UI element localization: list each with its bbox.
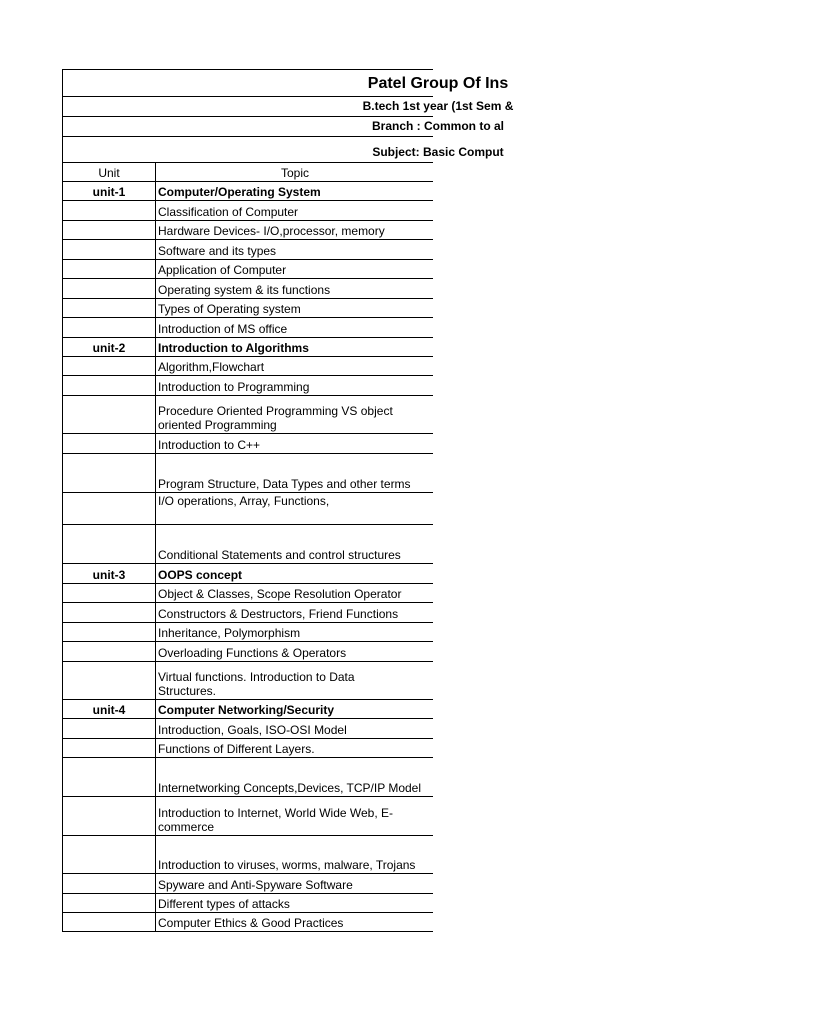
- unit-cell: [63, 299, 156, 317]
- table-row: [62, 739, 433, 758]
- table-row: [62, 279, 433, 299]
- topic-cell: Procedure Oriented Programming VS object oriented Programming: [158, 404, 393, 432]
- topic-cell: Functions of Different Layers.: [158, 742, 315, 756]
- unit-cell: [63, 357, 156, 375]
- table-row: [62, 642, 433, 662]
- table-row: [62, 584, 433, 603]
- table-row: [62, 603, 433, 623]
- column-header-row: [62, 163, 433, 182]
- table-row: [62, 318, 433, 338]
- table-row: [62, 874, 433, 894]
- table-row: [62, 836, 433, 874]
- topic-cell: Internetworking Concepts,Devices, TCP/IP Model: [158, 781, 422, 795]
- table-row: [62, 493, 433, 525]
- topic-cell: Classification of Computer: [158, 205, 299, 219]
- unit-cell: [63, 662, 156, 699]
- topic-cell: Different types of attacks: [158, 897, 290, 911]
- table-row: [62, 376, 433, 396]
- table-row: [62, 396, 433, 434]
- topic-cell: Introduction to Algorithms: [158, 341, 309, 355]
- unit-cell: [63, 201, 156, 220]
- unit-cell: [63, 894, 156, 912]
- topic-cell: Inheritance, Polymorphism: [158, 626, 301, 640]
- unit-cell: [63, 836, 156, 873]
- table-row: [62, 662, 433, 700]
- table-row: [62, 454, 433, 493]
- topic-cell: Application of Computer: [158, 263, 287, 277]
- topic-cell: Introduction to viruses, worms, malware, Trojans: [158, 858, 416, 872]
- topic-cell: I/O operations, Array, Functions,: [158, 494, 330, 508]
- unit-cell: [63, 221, 156, 239]
- topic-cell: Types of Operating system: [158, 302, 301, 316]
- unit-column-header: Unit: [63, 163, 156, 181]
- table-row: [62, 797, 433, 836]
- topic-cell: Virtual functions. Introduction to Data Structures.: [158, 670, 355, 698]
- table-row: [62, 700, 433, 719]
- topic-cell: Constructors & Destructors, Friend Functions: [158, 607, 399, 621]
- unit-cell: [63, 454, 156, 492]
- table-row: [62, 894, 433, 913]
- table-row: [62, 434, 433, 454]
- subject-row: [62, 137, 504, 163]
- branch-line: Branch : Common to al: [371, 119, 504, 133]
- unit-cell: unit-2: [63, 338, 156, 356]
- topic-cell: Introduction to Internet, World Wide Web, E-commerce: [158, 806, 393, 834]
- subject-line: Subject: Basic Comput: [372, 145, 504, 159]
- topic-cell: Computer Ethics & Good Practices: [158, 916, 344, 930]
- table-row: [62, 260, 433, 279]
- table-row: [62, 221, 433, 240]
- topic-cell: Introduction, Goals, ISO-OSI Model: [158, 723, 347, 737]
- topic-cell: Hardware Devices- I/O,processor, memory: [158, 224, 385, 238]
- unit-cell: [63, 623, 156, 641]
- table-row: [62, 913, 433, 932]
- unit-cell: [63, 396, 156, 433]
- unit-cell: [63, 603, 156, 622]
- table-row: [62, 525, 433, 564]
- unit-cell: [63, 797, 156, 835]
- unit-cell: [63, 874, 156, 893]
- topic-cell: Program Structure, Data Types and other terms: [158, 477, 411, 491]
- table-row: [62, 357, 433, 376]
- year-line: B.tech 1st year (1st Sem &: [362, 99, 514, 113]
- topic-cell: Algorithm,Flowchart: [158, 360, 265, 374]
- topic-cell: Computer Networking/Security: [158, 703, 335, 717]
- table-row: [62, 299, 433, 318]
- unit-cell: [63, 434, 156, 453]
- table-row: [62, 719, 433, 739]
- unit-cell: [63, 642, 156, 661]
- table-row: [62, 623, 433, 642]
- unit-cell: [63, 719, 156, 738]
- title-row: [62, 69, 509, 97]
- unit-cell: [63, 493, 156, 524]
- topic-cell: Introduction to C++: [158, 438, 261, 452]
- unit-cell: [63, 758, 156, 796]
- unit-cell: unit-1: [63, 182, 156, 200]
- unit-cell: [63, 318, 156, 337]
- unit-cell: [63, 584, 156, 602]
- syllabus-sheet: [62, 69, 514, 932]
- topic-cell: Object & Classes, Scope Resolution Operator: [158, 587, 402, 601]
- institute-title: Patel Group Of Ins: [367, 75, 509, 92]
- topic-cell: Conditional Statements and control structures: [158, 548, 401, 562]
- topic-cell: Software and its types: [158, 244, 277, 258]
- topic-cell: Introduction to Programming: [158, 380, 310, 394]
- unit-cell: [63, 260, 156, 278]
- branch-row: [62, 117, 504, 137]
- year-row: [62, 97, 514, 117]
- unit-cell: [63, 525, 156, 563]
- unit-cell: [63, 739, 156, 757]
- unit-cell: [63, 913, 156, 931]
- table-row: [62, 240, 433, 260]
- topic-cell: Operating system & its functions: [158, 283, 331, 297]
- topic-cell: Spyware and Anti-Spyware Software: [158, 878, 353, 892]
- unit-cell: unit-3: [63, 564, 156, 583]
- topic-cell: Computer/Operating System: [158, 185, 321, 199]
- topic-cell: Introduction of MS office: [158, 322, 288, 336]
- unit-cell: [63, 376, 156, 395]
- topic-cell: OOPS concept: [158, 568, 243, 582]
- table-row: [62, 182, 433, 201]
- unit-cell: [63, 279, 156, 298]
- topic-column-header: Topic: [280, 166, 309, 180]
- table-row: [62, 201, 433, 221]
- table-row: [62, 338, 433, 357]
- unit-cell: unit-4: [63, 700, 156, 718]
- table-row: [62, 564, 433, 584]
- table-row: [62, 758, 433, 797]
- unit-cell: [63, 240, 156, 259]
- topic-cell: Overloading Functions & Operators: [158, 646, 347, 660]
